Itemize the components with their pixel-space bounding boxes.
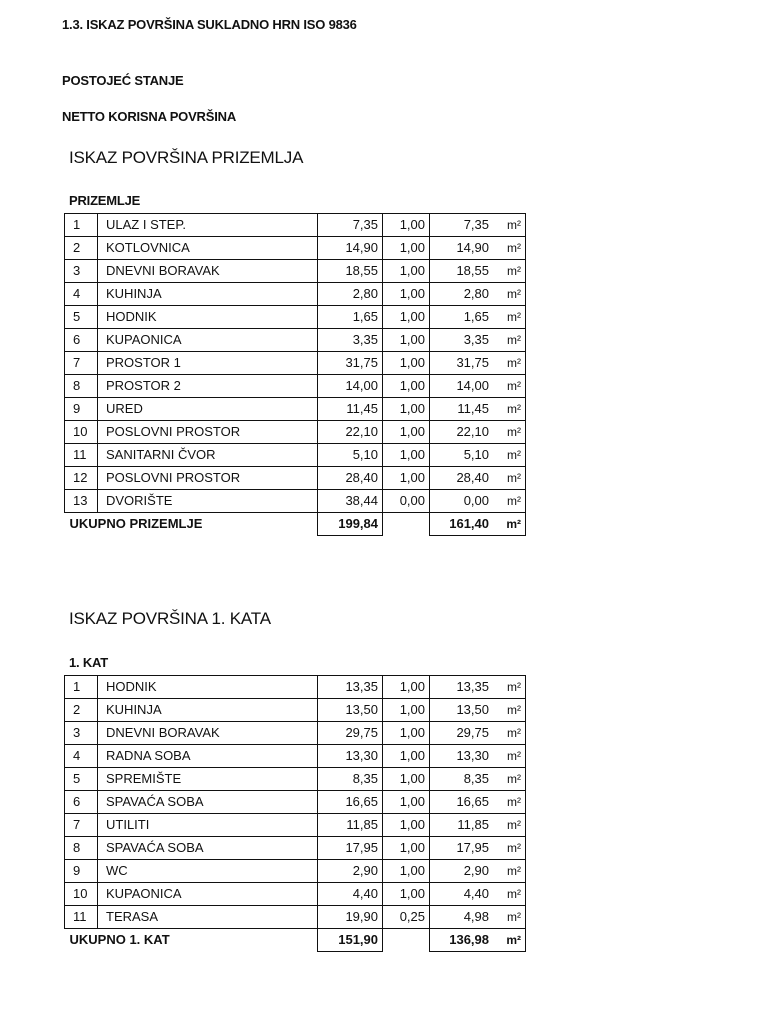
area-unit: m² [495, 814, 526, 837]
table-row [65, 214, 526, 237]
area-coefficient: 1,00 [383, 214, 430, 237]
net-area: 14,90 [430, 237, 496, 260]
row-number: 9 [65, 398, 98, 421]
room-name: KUHINJA [98, 699, 318, 722]
room-name: DNEVNI BORAVAK [98, 722, 318, 745]
row-number: 3 [65, 722, 98, 745]
area-coefficient: 1,00 [383, 329, 430, 352]
section-title-ground-floor: ISKAZ POVRŠINA PRIZEMLJA [69, 148, 304, 167]
table-row [65, 722, 526, 745]
row-number: 2 [65, 699, 98, 722]
row-number: 2 [65, 237, 98, 260]
room-name: PROSTOR 1 [98, 352, 318, 375]
table-caption-first-floor: 1. KAT [69, 655, 109, 670]
area-coefficient: 1,00 [383, 768, 430, 791]
table-row [65, 398, 526, 421]
area-unit: m² [495, 860, 526, 883]
area-unit: m² [495, 676, 526, 699]
room-area: 2,80 [318, 283, 383, 306]
area-coefficient: 1,00 [383, 814, 430, 837]
total-empty-cell [383, 929, 430, 952]
area-unit: m² [495, 883, 526, 906]
room-name: POSLOVNI PROSTOR [98, 421, 318, 444]
table-row [65, 837, 526, 860]
row-number: 7 [65, 352, 98, 375]
room-area: 13,30 [318, 745, 383, 768]
area-unit: m² [495, 745, 526, 768]
area-coefficient: 1,00 [383, 837, 430, 860]
area-coefficient: 1,00 [383, 467, 430, 490]
section-title-first-floor: ISKAZ POVRŠINA 1. KATA [69, 609, 271, 628]
room-name: TERASA [98, 906, 318, 929]
room-area: 1,65 [318, 306, 383, 329]
room-area: 11,45 [318, 398, 383, 421]
table-row [65, 467, 526, 490]
total-label: UKUPNO 1. KAT [69, 932, 170, 948]
row-number: 12 [65, 467, 98, 490]
row-number: 5 [65, 768, 98, 791]
area-unit: m² [495, 352, 526, 375]
room-area: 13,50 [318, 699, 383, 722]
room-name: ULAZ I STEP. [98, 214, 318, 237]
room-area: 18,55 [318, 260, 383, 283]
net-area: 4,40 [430, 883, 496, 906]
room-area: 5,10 [318, 444, 383, 467]
room-area: 2,90 [318, 860, 383, 883]
room-name: HODNIK [98, 676, 318, 699]
room-area: 13,35 [318, 676, 383, 699]
room-area: 11,85 [318, 814, 383, 837]
net-area: 2,80 [430, 283, 496, 306]
area-unit: m² [495, 214, 526, 237]
room-area: 3,35 [318, 329, 383, 352]
row-number: 11 [65, 444, 98, 467]
net-area: 4,98 [430, 906, 496, 929]
row-number: 11 [65, 906, 98, 929]
total-area: 199,84 [318, 513, 383, 536]
area-coefficient: 1,00 [383, 306, 430, 329]
row-number: 9 [65, 860, 98, 883]
row-number: 3 [65, 260, 98, 283]
room-area: 38,44 [318, 490, 383, 513]
room-area: 7,35 [318, 214, 383, 237]
area-unit: m² [495, 490, 526, 513]
table-row [65, 421, 526, 444]
room-name: DNEVNI BORAVAK [98, 260, 318, 283]
room-area: 8,35 [318, 768, 383, 791]
table-row [65, 283, 526, 306]
room-name: PROSTOR 2 [98, 375, 318, 398]
net-area: 7,35 [430, 214, 496, 237]
total-net-area: 161,40 [430, 513, 496, 536]
room-name: WC [98, 860, 318, 883]
row-number: 10 [65, 883, 98, 906]
row-number: 4 [65, 745, 98, 768]
area-coefficient: 1,00 [383, 699, 430, 722]
room-area: 14,00 [318, 375, 383, 398]
area-unit: m² [495, 467, 526, 490]
area-coefficient: 1,00 [383, 237, 430, 260]
total-empty-cell [383, 513, 430, 536]
room-name: UTILITI [98, 814, 318, 837]
row-number: 10 [65, 421, 98, 444]
table-row [65, 329, 526, 352]
subheading-net-area: NETTO KORISNA POVRŠINA [62, 109, 237, 124]
net-area: 13,30 [430, 745, 496, 768]
room-name: DVORIŠTE [98, 490, 318, 513]
area-coefficient: 1,00 [383, 421, 430, 444]
table-caption-ground-floor: PRIZEMLJE [69, 193, 141, 208]
table-row [65, 791, 526, 814]
room-area: 31,75 [318, 352, 383, 375]
area-coefficient: 0,00 [383, 490, 430, 513]
area-coefficient: 1,00 [383, 791, 430, 814]
row-number: 8 [65, 837, 98, 860]
row-number: 1 [65, 214, 98, 237]
table-row [65, 745, 526, 768]
table-row [65, 699, 526, 722]
area-coefficient: 1,00 [383, 352, 430, 375]
area-unit: m² [495, 329, 526, 352]
area-coefficient: 1,00 [383, 745, 430, 768]
area-coefficient: 1,00 [383, 883, 430, 906]
total-row [65, 929, 526, 952]
area-unit: m² [495, 722, 526, 745]
area-unit: m² [495, 699, 526, 722]
net-area: 18,55 [430, 260, 496, 283]
row-number: 6 [65, 329, 98, 352]
table-row [65, 906, 526, 929]
room-area: 17,95 [318, 837, 383, 860]
room-name: KOTLOVNICA [98, 237, 318, 260]
room-area: 14,90 [318, 237, 383, 260]
table-row [65, 860, 526, 883]
net-area: 13,35 [430, 676, 496, 699]
table-row [65, 814, 526, 837]
table-row [65, 883, 526, 906]
net-area: 22,10 [430, 421, 496, 444]
area-unit: m² [495, 306, 526, 329]
total-area: 151,90 [318, 929, 383, 952]
table-row [65, 490, 526, 513]
ground-floor-area-table [64, 213, 526, 536]
room-area: 16,65 [318, 791, 383, 814]
document-heading: 1.3. ISKAZ POVRŠINA SUKLADNO HRN ISO 9836 [62, 17, 357, 32]
first-floor-area-table [64, 675, 526, 952]
total-label: UKUPNO PRIZEMLJE [69, 516, 203, 532]
area-coefficient: 1,00 [383, 375, 430, 398]
area-coefficient: 1,00 [383, 444, 430, 467]
area-unit: m² [495, 837, 526, 860]
room-name: SPAVAĆA SOBA [98, 791, 318, 814]
net-area: 0,00 [430, 490, 496, 513]
net-area: 28,40 [430, 467, 496, 490]
room-name: SPAVAĆA SOBA [98, 837, 318, 860]
area-coefficient: 1,00 [383, 722, 430, 745]
table-row [65, 237, 526, 260]
subheading-existing-state: POSTOJEĆ STANJE [62, 73, 184, 88]
room-area: 22,10 [318, 421, 383, 444]
room-name: POSLOVNI PROSTOR [98, 467, 318, 490]
area-unit: m² [495, 768, 526, 791]
room-name: KUPAONICA [98, 883, 318, 906]
net-area: 13,50 [430, 699, 496, 722]
area-coefficient: 1,00 [383, 860, 430, 883]
area-coefficient: 1,00 [383, 260, 430, 283]
total-row [65, 513, 526, 536]
total-unit: m² [495, 513, 526, 536]
table-row [65, 768, 526, 791]
area-unit: m² [495, 398, 526, 421]
net-area: 5,10 [430, 444, 496, 467]
room-name: SANITARNI ČVOR [98, 444, 318, 467]
room-name: KUPAONICA [98, 329, 318, 352]
area-unit: m² [495, 421, 526, 444]
table-row [65, 306, 526, 329]
room-name: RADNA SOBA [98, 745, 318, 768]
total-net-area: 136,98 [430, 929, 496, 952]
table-row [65, 260, 526, 283]
net-area: 2,90 [430, 860, 496, 883]
total-unit: m² [495, 929, 526, 952]
net-area: 31,75 [430, 352, 496, 375]
table-row [65, 375, 526, 398]
row-number: 4 [65, 283, 98, 306]
net-area: 11,85 [430, 814, 496, 837]
area-unit: m² [495, 237, 526, 260]
net-area: 1,65 [430, 306, 496, 329]
net-area: 17,95 [430, 837, 496, 860]
room-area: 19,90 [318, 906, 383, 929]
net-area: 16,65 [430, 791, 496, 814]
area-unit: m² [495, 906, 526, 929]
row-number: 6 [65, 791, 98, 814]
area-coefficient: 1,00 [383, 283, 430, 306]
row-number: 7 [65, 814, 98, 837]
area-coefficient: 1,00 [383, 398, 430, 421]
table-row [65, 676, 526, 699]
row-number: 5 [65, 306, 98, 329]
room-name: URED [98, 398, 318, 421]
room-name: SPREMIŠTE [98, 768, 318, 791]
table-row [65, 444, 526, 467]
area-coefficient: 1,00 [383, 676, 430, 699]
room-area: 28,40 [318, 467, 383, 490]
row-number: 8 [65, 375, 98, 398]
room-area: 4,40 [318, 883, 383, 906]
row-number: 13 [65, 490, 98, 513]
room-name: KUHINJA [98, 283, 318, 306]
area-unit: m² [495, 375, 526, 398]
net-area: 11,45 [430, 398, 496, 421]
table-row [65, 352, 526, 375]
area-unit: m² [495, 283, 526, 306]
net-area: 3,35 [430, 329, 496, 352]
room-name: HODNIK [98, 306, 318, 329]
net-area: 14,00 [430, 375, 496, 398]
row-number: 1 [65, 676, 98, 699]
room-area: 29,75 [318, 722, 383, 745]
net-area: 29,75 [430, 722, 496, 745]
area-coefficient: 0,25 [383, 906, 430, 929]
area-unit: m² [495, 444, 526, 467]
area-unit: m² [495, 791, 526, 814]
area-unit: m² [495, 260, 526, 283]
net-area: 8,35 [430, 768, 496, 791]
